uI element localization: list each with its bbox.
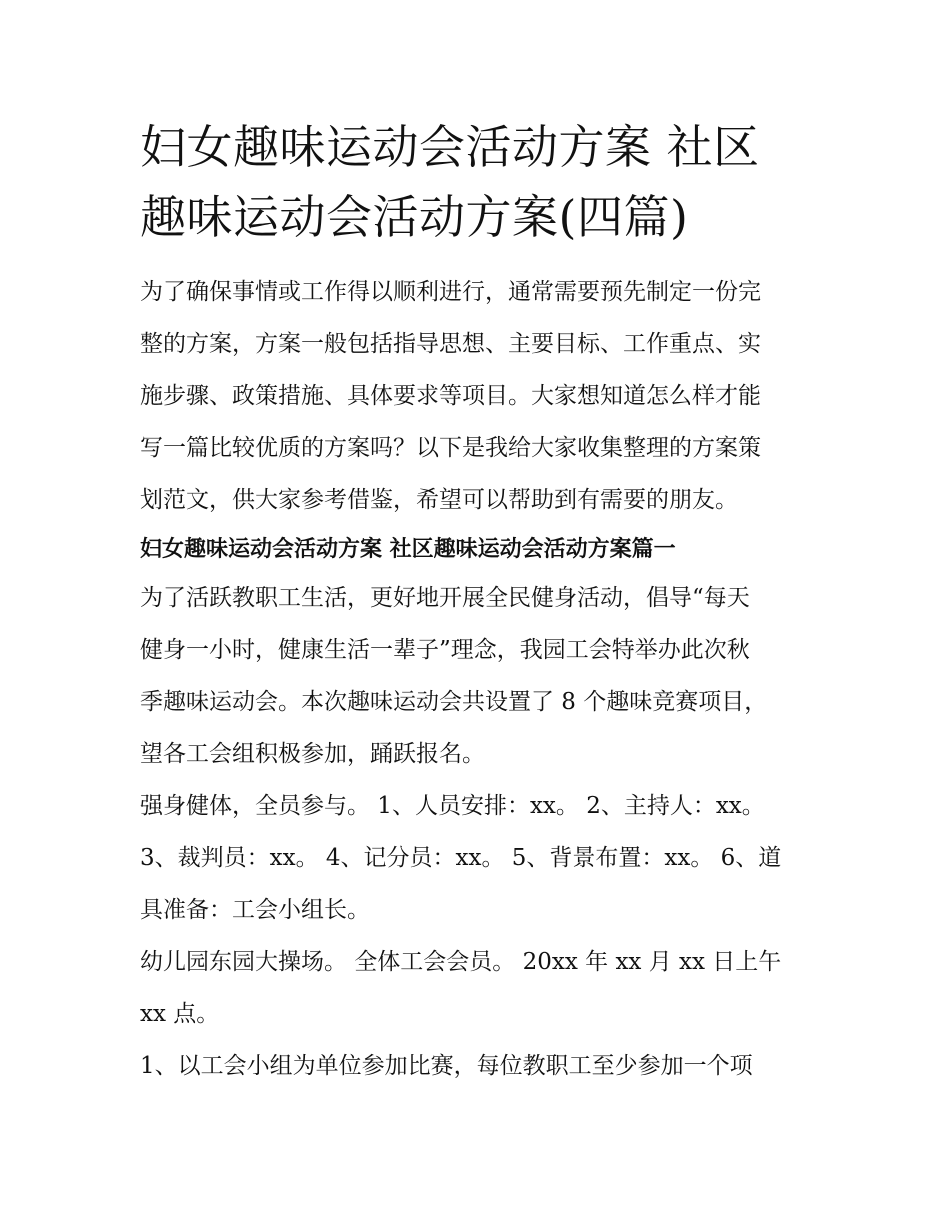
text-line: 幼儿园东园大操场。 全体工会会员。 20xx 年 xx 月 xx 日上午 — [140, 949, 782, 975]
text-line: 3、裁判员：xx。 4、记分员：xx。 5、背景布置：xx。 6、道 — [140, 845, 782, 871]
text-line: 划范文，供大家参考借鉴，希望可以帮助到有需要的朋友。 — [140, 487, 738, 513]
rules-paragraph — [140, 1040, 820, 1092]
activity-purpose-paragraph — [140, 572, 820, 780]
text-line: 1、以工会小组为单位参加比赛，每位教职工至少参加一个项 — [140, 1053, 753, 1079]
text-line: 季趣味运动会。本次趣味运动会共设置了 8 个趣味竞赛项目， — [140, 689, 768, 715]
document-body — [140, 112, 820, 1092]
text-line: 为了活跃教职工生活，更好地开展全民健身活动，倡导“每天 — [140, 585, 750, 611]
text-line: 为了确保事情或工作得以顺利进行，通常需要预先制定一份完 — [140, 279, 761, 305]
document-title — [140, 112, 820, 252]
text-line: 具准备：工会小组长。 — [140, 897, 370, 923]
section-heading: 妇女趣味运动会活动方案 社区趣味运动会活动方案篇一 — [140, 536, 676, 562]
text-line: xx 点。 — [140, 1001, 220, 1027]
text-line: 施步骤、政策措施、具体要求等项目。大家想知道怎么样才能 — [140, 383, 761, 409]
text-line: 写一篇比较优质的方案吗？以下是我给大家收集整理的方案策 — [140, 435, 761, 461]
title-line: 妇女趣味运动会活动方案 社区 — [140, 120, 760, 174]
text-line: 整的方案，方案一般包括指导思想、主要目标、工作重点、实 — [140, 331, 761, 357]
intro-paragraph — [140, 266, 820, 526]
venue-time-paragraph — [140, 936, 820, 1040]
text-line: 健身一小时，健康生活一辈子”理念，我园工会特举办此次秋 — [140, 637, 750, 663]
staffing-paragraph — [140, 780, 820, 936]
text-line: 强身健体，全员参与。 1、人员安排：xx。 2、主持人：xx。 — [140, 793, 765, 819]
title-line: 趣味运动会活动方案(四篇) — [140, 190, 689, 244]
text-line: 望各工会组积极参加，踊跃报名。 — [140, 741, 485, 767]
